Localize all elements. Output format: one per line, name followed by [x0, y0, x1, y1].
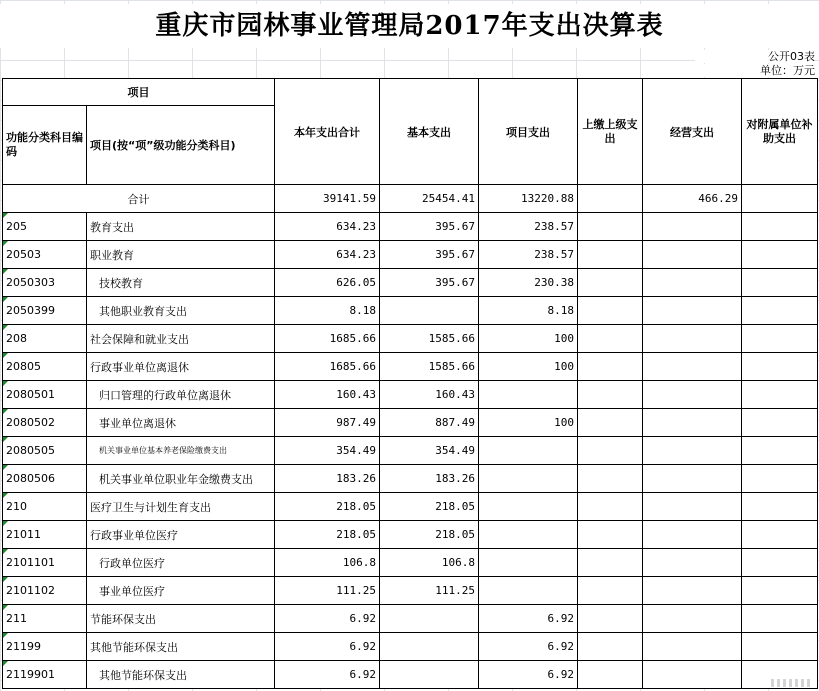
row-name-cell[interactable]: 医疗卫生与计划生育支出: [87, 493, 275, 521]
row-code-cell[interactable]: 2119901: [3, 661, 87, 689]
total-cell-remit[interactable]: [578, 185, 643, 213]
row-subsidy-cell[interactable]: [742, 605, 818, 633]
table-row: [3, 577, 818, 605]
row-basic-cell[interactable]: 395.67: [380, 241, 479, 269]
row-business-cell[interactable]: [643, 605, 742, 633]
row-remit-cell[interactable]: [578, 549, 643, 577]
row-project-cell[interactable]: 6.92: [479, 661, 578, 689]
row-code-cell[interactable]: 2101101: [3, 549, 87, 577]
row-business-cell[interactable]: [643, 549, 742, 577]
row-total-cell[interactable]: 160.43: [275, 381, 380, 409]
row-remit-cell[interactable]: [578, 605, 643, 633]
row-subsidy-cell[interactable]: [742, 465, 818, 493]
row-total-cell[interactable]: 218.05: [275, 521, 380, 549]
row-name-cell[interactable]: 行政单位医疗: [87, 549, 275, 577]
row-basic-cell[interactable]: 183.26: [380, 465, 479, 493]
row-remit-cell[interactable]: [578, 661, 643, 689]
row-remit-cell[interactable]: [578, 437, 643, 465]
row-basic-cell[interactable]: 395.67: [380, 269, 479, 297]
row-total-cell[interactable]: 111.25: [275, 577, 380, 605]
row-project-cell[interactable]: [479, 465, 578, 493]
row-total-cell[interactable]: 183.26: [275, 465, 380, 493]
row-code-cell[interactable]: 21199: [3, 633, 87, 661]
table-row: [3, 381, 818, 409]
row-subsidy-cell[interactable]: [742, 381, 818, 409]
total-row: [3, 185, 818, 213]
table-row: [3, 633, 818, 661]
row-code-cell[interactable]: 20805: [3, 353, 87, 381]
row-code-cell[interactable]: 210: [3, 493, 87, 521]
row-remit-cell[interactable]: [578, 325, 643, 353]
row-project-cell[interactable]: 238.57: [479, 241, 578, 269]
row-business-cell[interactable]: [643, 381, 742, 409]
row-name-cell[interactable]: 行政事业单位医疗: [87, 521, 275, 549]
row-remit-cell[interactable]: [578, 269, 643, 297]
row-basic-cell[interactable]: [380, 661, 479, 689]
row-total-cell[interactable]: 354.49: [275, 437, 380, 465]
row-remit-cell[interactable]: [578, 381, 643, 409]
table-row: [3, 297, 818, 325]
row-project-cell[interactable]: [479, 521, 578, 549]
row-subsidy-cell[interactable]: [742, 241, 818, 269]
table-row: [3, 353, 818, 381]
row-subsidy-cell[interactable]: [742, 269, 818, 297]
table-row: [3, 493, 818, 521]
row-business-cell[interactable]: [643, 577, 742, 605]
row-project-cell[interactable]: [479, 437, 578, 465]
row-name-cell[interactable]: 行政事业单位离退休: [87, 353, 275, 381]
row-name-cell[interactable]: 技校教育: [87, 269, 275, 297]
expenditure-table: [2, 78, 818, 689]
total-cell-project[interactable]: 13220.88: [479, 185, 578, 213]
row-basic-cell[interactable]: 218.05: [380, 493, 479, 521]
row-business-cell[interactable]: [643, 493, 742, 521]
row-basic-cell[interactable]: 354.49: [380, 437, 479, 465]
total-cell-basic[interactable]: 25454.41: [380, 185, 479, 213]
row-subsidy-cell[interactable]: [742, 297, 818, 325]
row-project-cell[interactable]: [479, 577, 578, 605]
row-code-cell[interactable]: 2080505: [3, 437, 87, 465]
row-basic-cell[interactable]: 106.8: [380, 549, 479, 577]
row-name-cell[interactable]: 职业教育: [87, 241, 275, 269]
row-project-cell[interactable]: [479, 493, 578, 521]
row-project-cell[interactable]: 6.92: [479, 633, 578, 661]
row-basic-cell[interactable]: 1585.66: [380, 353, 479, 381]
row-code-cell[interactable]: 205: [3, 213, 87, 241]
row-code-cell[interactable]: 2050303: [3, 269, 87, 297]
row-basic-cell[interactable]: [380, 605, 479, 633]
row-subsidy-cell[interactable]: [742, 633, 818, 661]
row-business-cell[interactable]: [643, 353, 742, 381]
row-project-cell[interactable]: [479, 549, 578, 577]
row-remit-cell[interactable]: [578, 633, 643, 661]
row-code-cell[interactable]: 2080501: [3, 381, 87, 409]
row-business-cell[interactable]: [643, 213, 742, 241]
table-row: [3, 241, 818, 269]
form-number: 公开03表: [695, 50, 815, 63]
row-remit-cell[interactable]: [578, 577, 643, 605]
header-subsidy[interactable]: 对附属单位补助支出: [742, 79, 818, 185]
total-cell-business[interactable]: 466.29: [643, 185, 742, 213]
row-code-cell[interactable]: 211: [3, 605, 87, 633]
header-item[interactable]: 项目: [3, 79, 275, 106]
row-code-cell[interactable]: 20503: [3, 241, 87, 269]
row-name-cell[interactable]: 节能环保支出: [87, 605, 275, 633]
row-total-cell[interactable]: 8.18: [275, 297, 380, 325]
table-row: [3, 409, 818, 437]
row-basic-cell[interactable]: 395.67: [380, 213, 479, 241]
row-basic-cell[interactable]: 218.05: [380, 521, 479, 549]
row-total-cell[interactable]: 106.8: [275, 549, 380, 577]
row-business-cell[interactable]: [643, 465, 742, 493]
row-project-cell[interactable]: [479, 381, 578, 409]
row-remit-cell[interactable]: [578, 213, 643, 241]
row-total-cell[interactable]: 6.92: [275, 605, 380, 633]
row-name-cell[interactable]: 机关事业单位职业年金缴费支出: [87, 465, 275, 493]
table-row: [3, 549, 818, 577]
row-project-cell[interactable]: 230.38: [479, 269, 578, 297]
row-business-cell[interactable]: [643, 437, 742, 465]
row-business-cell[interactable]: [643, 409, 742, 437]
row-name-cell[interactable]: 机关事业单位基本养老保险缴费支出: [87, 437, 275, 465]
row-remit-cell[interactable]: [578, 521, 643, 549]
row-code-cell[interactable]: 21011: [3, 521, 87, 549]
row-name-cell[interactable]: 其他节能环保支出: [87, 633, 275, 661]
row-total-cell[interactable]: 6.92: [275, 661, 380, 689]
row-subsidy-cell[interactable]: [742, 577, 818, 605]
total-label[interactable]: 合计: [3, 185, 275, 213]
row-subsidy-cell[interactable]: [742, 409, 818, 437]
row-name-cell[interactable]: 归口管理的行政单位离退休: [87, 381, 275, 409]
row-total-cell[interactable]: 987.49: [275, 409, 380, 437]
row-project-cell[interactable]: 100: [479, 409, 578, 437]
row-total-cell[interactable]: 1685.66: [275, 325, 380, 353]
row-remit-cell[interactable]: [578, 241, 643, 269]
row-name-cell[interactable]: 其他职业教育支出: [87, 297, 275, 325]
table-row: [3, 325, 818, 353]
table-row: [3, 521, 818, 549]
header-code[interactable]: 功能分类科目编码: [3, 106, 87, 185]
total-cell-subsidy[interactable]: [742, 185, 818, 213]
row-basic-cell[interactable]: [380, 297, 479, 325]
row-subsidy-cell[interactable]: [742, 213, 818, 241]
row-business-cell[interactable]: [643, 269, 742, 297]
row-business-cell[interactable]: [643, 297, 742, 325]
row-basic-cell[interactable]: 1585.66: [380, 325, 479, 353]
table-row: [3, 437, 818, 465]
row-code-cell[interactable]: 2080502: [3, 409, 87, 437]
row-basic-cell[interactable]: [380, 633, 479, 661]
row-project-cell[interactable]: 100: [479, 325, 578, 353]
watermark: [771, 679, 811, 687]
row-remit-cell[interactable]: [578, 465, 643, 493]
table-row: [3, 465, 818, 493]
row-business-cell[interactable]: [643, 661, 742, 689]
row-remit-cell[interactable]: [578, 409, 643, 437]
row-project-cell[interactable]: 238.57: [479, 213, 578, 241]
row-total-cell[interactable]: 634.23: [275, 213, 380, 241]
table-row: [3, 213, 818, 241]
row-name-cell[interactable]: 教育支出: [87, 213, 275, 241]
header-basic[interactable]: 基本支出: [380, 79, 479, 185]
header-project[interactable]: 项目支出: [479, 79, 578, 185]
table-row: [3, 269, 818, 297]
row-business-cell[interactable]: [643, 521, 742, 549]
header-row-1: [3, 79, 818, 106]
row-subsidy-cell[interactable]: [742, 437, 818, 465]
row-subsidy-cell[interactable]: [742, 325, 818, 353]
table-row: [3, 661, 818, 689]
row-basic-cell[interactable]: 111.25: [380, 577, 479, 605]
row-remit-cell[interactable]: [578, 297, 643, 325]
total-cell-total[interactable]: 39141.59: [275, 185, 380, 213]
row-name-cell[interactable]: 社会保障和就业支出: [87, 325, 275, 353]
unit-label: 单位：万元: [695, 64, 815, 77]
row-subsidy-cell[interactable]: [742, 549, 818, 577]
header-name[interactable]: 项目(按“项”级功能分类科目): [87, 106, 275, 185]
row-name-cell[interactable]: 事业单位离退休: [87, 409, 275, 437]
header-remit[interactable]: 上缴上级支出: [578, 79, 643, 185]
row-total-cell[interactable]: 1685.66: [275, 353, 380, 381]
row-business-cell[interactable]: [643, 325, 742, 353]
row-total-cell[interactable]: 634.23: [275, 241, 380, 269]
row-code-cell[interactable]: 2050399: [3, 297, 87, 325]
row-name-cell[interactable]: 事业单位医疗: [87, 577, 275, 605]
row-remit-cell[interactable]: [578, 353, 643, 381]
row-code-cell[interactable]: 208: [3, 325, 87, 353]
row-subsidy-cell[interactable]: [742, 521, 818, 549]
report-title: 重庆市园林事业管理局2017年支出决算表: [0, 4, 819, 48]
row-subsidy-cell[interactable]: [742, 493, 818, 521]
header-business[interactable]: 经营支出: [643, 79, 742, 185]
row-basic-cell[interactable]: 887.49: [380, 409, 479, 437]
row-basic-cell[interactable]: 160.43: [380, 381, 479, 409]
row-total-cell[interactable]: 626.05: [275, 269, 380, 297]
row-name-cell[interactable]: 其他节能环保支出: [87, 661, 275, 689]
row-business-cell[interactable]: [643, 241, 742, 269]
row-total-cell[interactable]: 218.05: [275, 493, 380, 521]
row-subsidy-cell[interactable]: [742, 353, 818, 381]
row-project-cell[interactable]: 6.92: [479, 605, 578, 633]
row-business-cell[interactable]: [643, 633, 742, 661]
row-remit-cell[interactable]: [578, 493, 643, 521]
header-total[interactable]: 本年支出合计: [275, 79, 380, 185]
row-project-cell[interactable]: 100: [479, 353, 578, 381]
row-total-cell[interactable]: 6.92: [275, 633, 380, 661]
row-project-cell[interactable]: 8.18: [479, 297, 578, 325]
row-code-cell[interactable]: 2101102: [3, 577, 87, 605]
row-code-cell[interactable]: 2080506: [3, 465, 87, 493]
table-row: [3, 605, 818, 633]
